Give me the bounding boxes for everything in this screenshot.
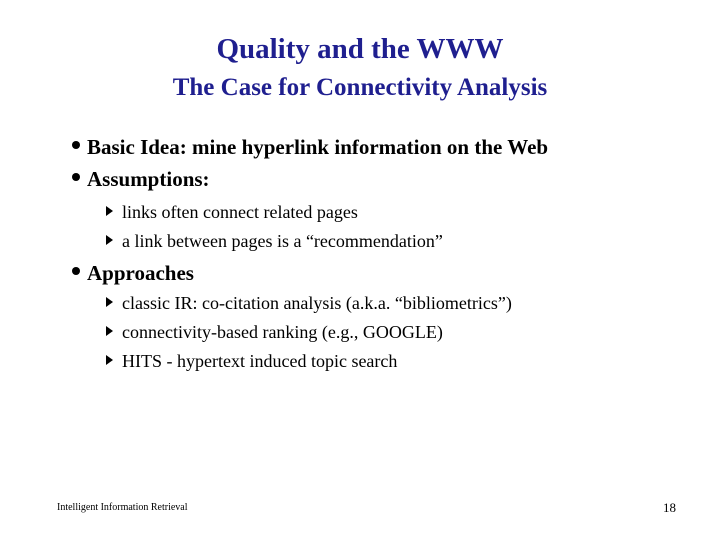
bullet-basic-idea [72, 133, 548, 161]
bullet-text: Basic Idea: mine hyperlink information on the Web [87, 135, 549, 159]
bullet-assumptions [72, 165, 210, 193]
sub-bullet-text: connectivity-based ranking (e.g., GOOGLE) [122, 322, 443, 342]
page-number: 18 [663, 500, 676, 515]
sub-bullet-text: a link between pages is a “recommendation” [122, 231, 443, 251]
triangle-bullet-icon [106, 355, 113, 365]
bullet-dot-icon [72, 173, 80, 181]
bullet-approaches [72, 259, 194, 287]
bullet-dot-icon [72, 141, 80, 149]
sub-bullet-text: HITS - hypertext induced topic search [122, 351, 398, 371]
sub-bullet [106, 349, 397, 373]
sub-bullet [106, 200, 358, 224]
sub-bullet-text: classic IR: co-citation analysis (a.k.a. “bibliometrics”) [122, 293, 512, 313]
slide-subtitle: The Case for Connectivity Analysis [172, 74, 548, 101]
sub-bullet [106, 291, 512, 315]
footer-course-title: Intelligent Information Retrieval [57, 502, 188, 513]
bullet-text: Assumptions: [87, 167, 210, 191]
triangle-bullet-icon [106, 206, 113, 216]
triangle-bullet-icon [106, 326, 113, 336]
triangle-bullet-icon [106, 297, 113, 307]
bullet-text: Approaches [87, 261, 194, 285]
triangle-bullet-icon [106, 235, 113, 245]
sub-bullet [106, 229, 443, 253]
slide-title: Quality and the WWW [216, 33, 504, 65]
bullet-dot-icon [72, 267, 80, 275]
sub-bullet-text: links often connect related pages [122, 202, 358, 222]
sub-bullet [106, 320, 443, 344]
